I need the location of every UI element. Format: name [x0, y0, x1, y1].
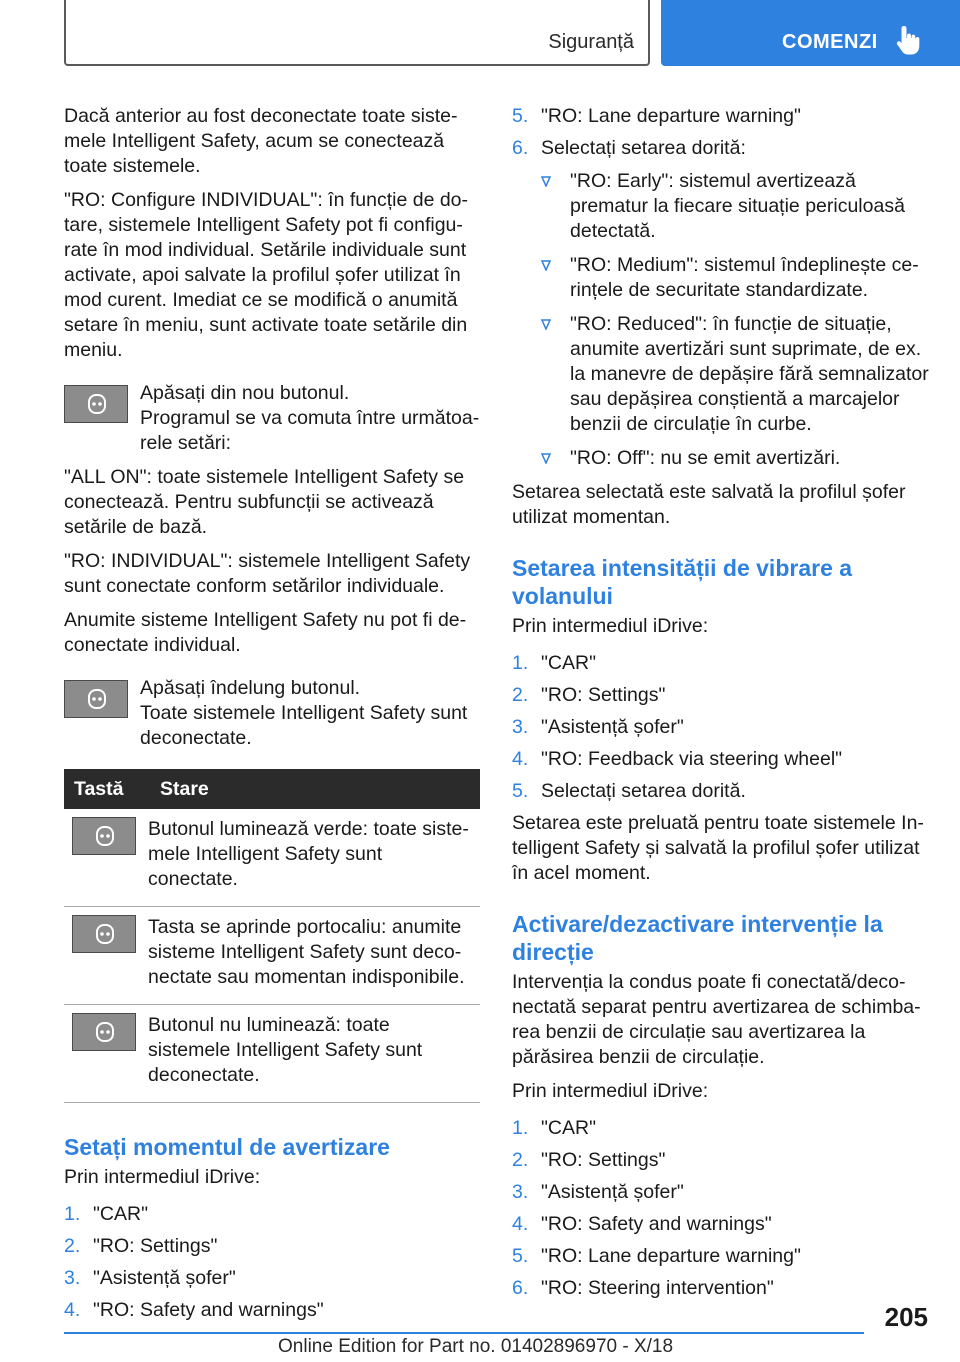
list-item: 4. "RO: Safety and warnings" — [64, 1299, 324, 1321]
list-item: 6. "RO: Steering intervention" — [512, 1277, 774, 1299]
intelligent-safety-button-orange-icon — [72, 915, 136, 953]
triangle-bullet-icon — [541, 260, 551, 271]
chapter-title: COMENZI — [782, 31, 878, 53]
step-list — [512, 104, 930, 161]
table-header-key: Tastă — [64, 769, 148, 809]
list-item: 3. "Asistență șofer" — [64, 1267, 236, 1289]
section-heading: Setați momentul de avertizare — [64, 1134, 390, 1160]
button-instruction — [64, 676, 482, 751]
list-item: 4. "RO: Feedback via steering wheel" — [512, 748, 843, 770]
paragraph: Setarea selectată este salvată la profilul șofer utilizat momentan. — [512, 481, 906, 528]
paragraph: Anumite sisteme Intelligent Safety nu pot fi deconectate individual. — [64, 609, 467, 656]
paragraph: "ALL ON": toate sistemele Intelligent Safety se conectează. Pentru subfuncții se activează setările de bază. — [64, 466, 465, 538]
instruction-text: Apăsați îndelung butonul. — [140, 677, 361, 699]
list-item: 1. "CAR" — [512, 1117, 597, 1139]
list-item: 3. "Asistență șofer" — [512, 1181, 684, 1203]
list-item: 2. "RO: Settings" — [512, 684, 666, 706]
table-header-state: Stare — [148, 769, 480, 809]
triangle-bullet-icon — [541, 319, 551, 330]
list-item: "RO: Off": nu se emit avertizări. — [541, 446, 930, 471]
button-instruction — [64, 381, 482, 456]
paragraph: Setarea este preluată pentru toate sistemele Intelligent Safety și salvată la profilul șofer utilizat în acel moment. — [512, 812, 924, 884]
left-column — [64, 104, 482, 1330]
option-list — [541, 169, 930, 471]
triangle-bullet-icon — [541, 176, 551, 187]
list-item: 2. "RO: Settings" — [512, 1149, 666, 1171]
table-cell-state: Butonul nu luminează: toate sistemele Intelligent Safety sunt deconectate. — [148, 1005, 480, 1103]
list-item: 5. Selectați setarea dorită. — [512, 780, 746, 802]
list-item: 6. Selectați setarea dorită: — [512, 137, 746, 159]
list-item: 1. "CAR" — [64, 1203, 149, 1225]
header-chapter-tab — [661, 0, 960, 66]
intelligent-safety-button-off-icon — [72, 1013, 136, 1051]
paragraph: Intervenția la condus poate fi conectată/deconectată separat pentru avertizarea de schimbarea benzii de circulație sau avertizarea la părăsirea benzii de circulație. — [512, 971, 921, 1068]
list-item: 2. "RO: Settings" — [64, 1235, 218, 1257]
paragraph: Prin intermediul iDrive: — [512, 615, 709, 637]
paragraph: "RO: Configure INDIVIDUAL": în funcție de dotare, sistemele Intelligent Safety pot fi configurate în mod individual. Setările individuale sunt activate, apoi salvate la profilul șofer utilizat în mod curent. Imediat ce se modifică o anumită setare în meniu, sunt activate toate setările din meniu. — [64, 189, 469, 361]
intelligent-safety-button-green-icon — [72, 817, 136, 855]
table-row — [64, 809, 480, 907]
table-cell-state: Butonul luminează verde: toate sistemele Intelligent Safety sunt conectate. — [148, 809, 480, 907]
header-section-tab — [64, 0, 650, 66]
step-list — [64, 1202, 482, 1323]
list-item: 5. "RO: Lane departure warning" — [512, 1245, 801, 1267]
paragraph: Dacă anterior au fost deconectate toate sistemele Intelligent Safety, acum se conectează toate sistemele. — [64, 105, 458, 177]
paragraph: "RO: INDIVIDUAL": sistemele Intelligent Safety sunt conectate conform setărilor individuale. — [64, 550, 471, 597]
page-number: 205 — [884, 1302, 928, 1332]
intelligent-safety-button-icon — [64, 680, 128, 718]
table-row — [64, 907, 480, 1005]
table-row — [64, 1005, 480, 1103]
list-item: "RO: Reduced": în funcție de situație, anumite avertizări sunt suprimate, de ex. la manevre de depășire fără semnalizator sau depășirea conștientă a marcajelor benzii de circulație în curbe. — [541, 312, 930, 437]
footer-divider — [64, 1332, 864, 1334]
list-item: 5. "RO: Lane departure warning" — [512, 105, 801, 127]
table-cell-state: Tasta se aprinde portocaliu: anumite sisteme Intelligent Safety sunt deconectate sau momentan indisponibile. — [148, 907, 480, 1005]
intelligent-safety-button-icon — [64, 385, 128, 423]
paragraph: Prin intermediul iDrive: — [64, 1166, 261, 1188]
list-item: 3. "Asistență șofer" — [512, 716, 684, 738]
section-heading: Setarea intensității de vibrare a volanului — [512, 555, 853, 609]
paragraph: Prin intermediul iDrive: — [512, 1080, 709, 1102]
list-item: 1. "CAR" — [512, 652, 597, 674]
list-item: "RO: Medium": sistemul îndeplinește cerințele de securitate standardizate. — [541, 253, 930, 303]
step-list — [512, 651, 930, 804]
list-item: 4. "RO: Safety and warnings" — [512, 1213, 772, 1235]
footer-text: Online Edition for Part no. 01402896970 - X/18 — [278, 1336, 674, 1357]
section-title: Siguranță — [548, 31, 634, 53]
instruction-desc: Toate sistemele Intelligent Safety sunt deconectate. — [140, 702, 468, 749]
step-list — [512, 1116, 930, 1301]
instruction-text: Apăsați din nou butonul. — [140, 382, 350, 404]
section-heading: Activare/dezactivare intervenție la direcție — [512, 911, 883, 965]
triangle-bullet-icon — [541, 453, 551, 464]
button-status-table — [64, 769, 480, 1103]
hand-pointer-icon — [895, 24, 921, 56]
list-item: "RO: Early": sistemul avertizează prematur la fiecare situație periculoasă detectată. — [541, 169, 930, 244]
instruction-desc: Programul se va comuta între următoarele setări: — [140, 407, 480, 454]
right-column — [512, 104, 930, 1308]
